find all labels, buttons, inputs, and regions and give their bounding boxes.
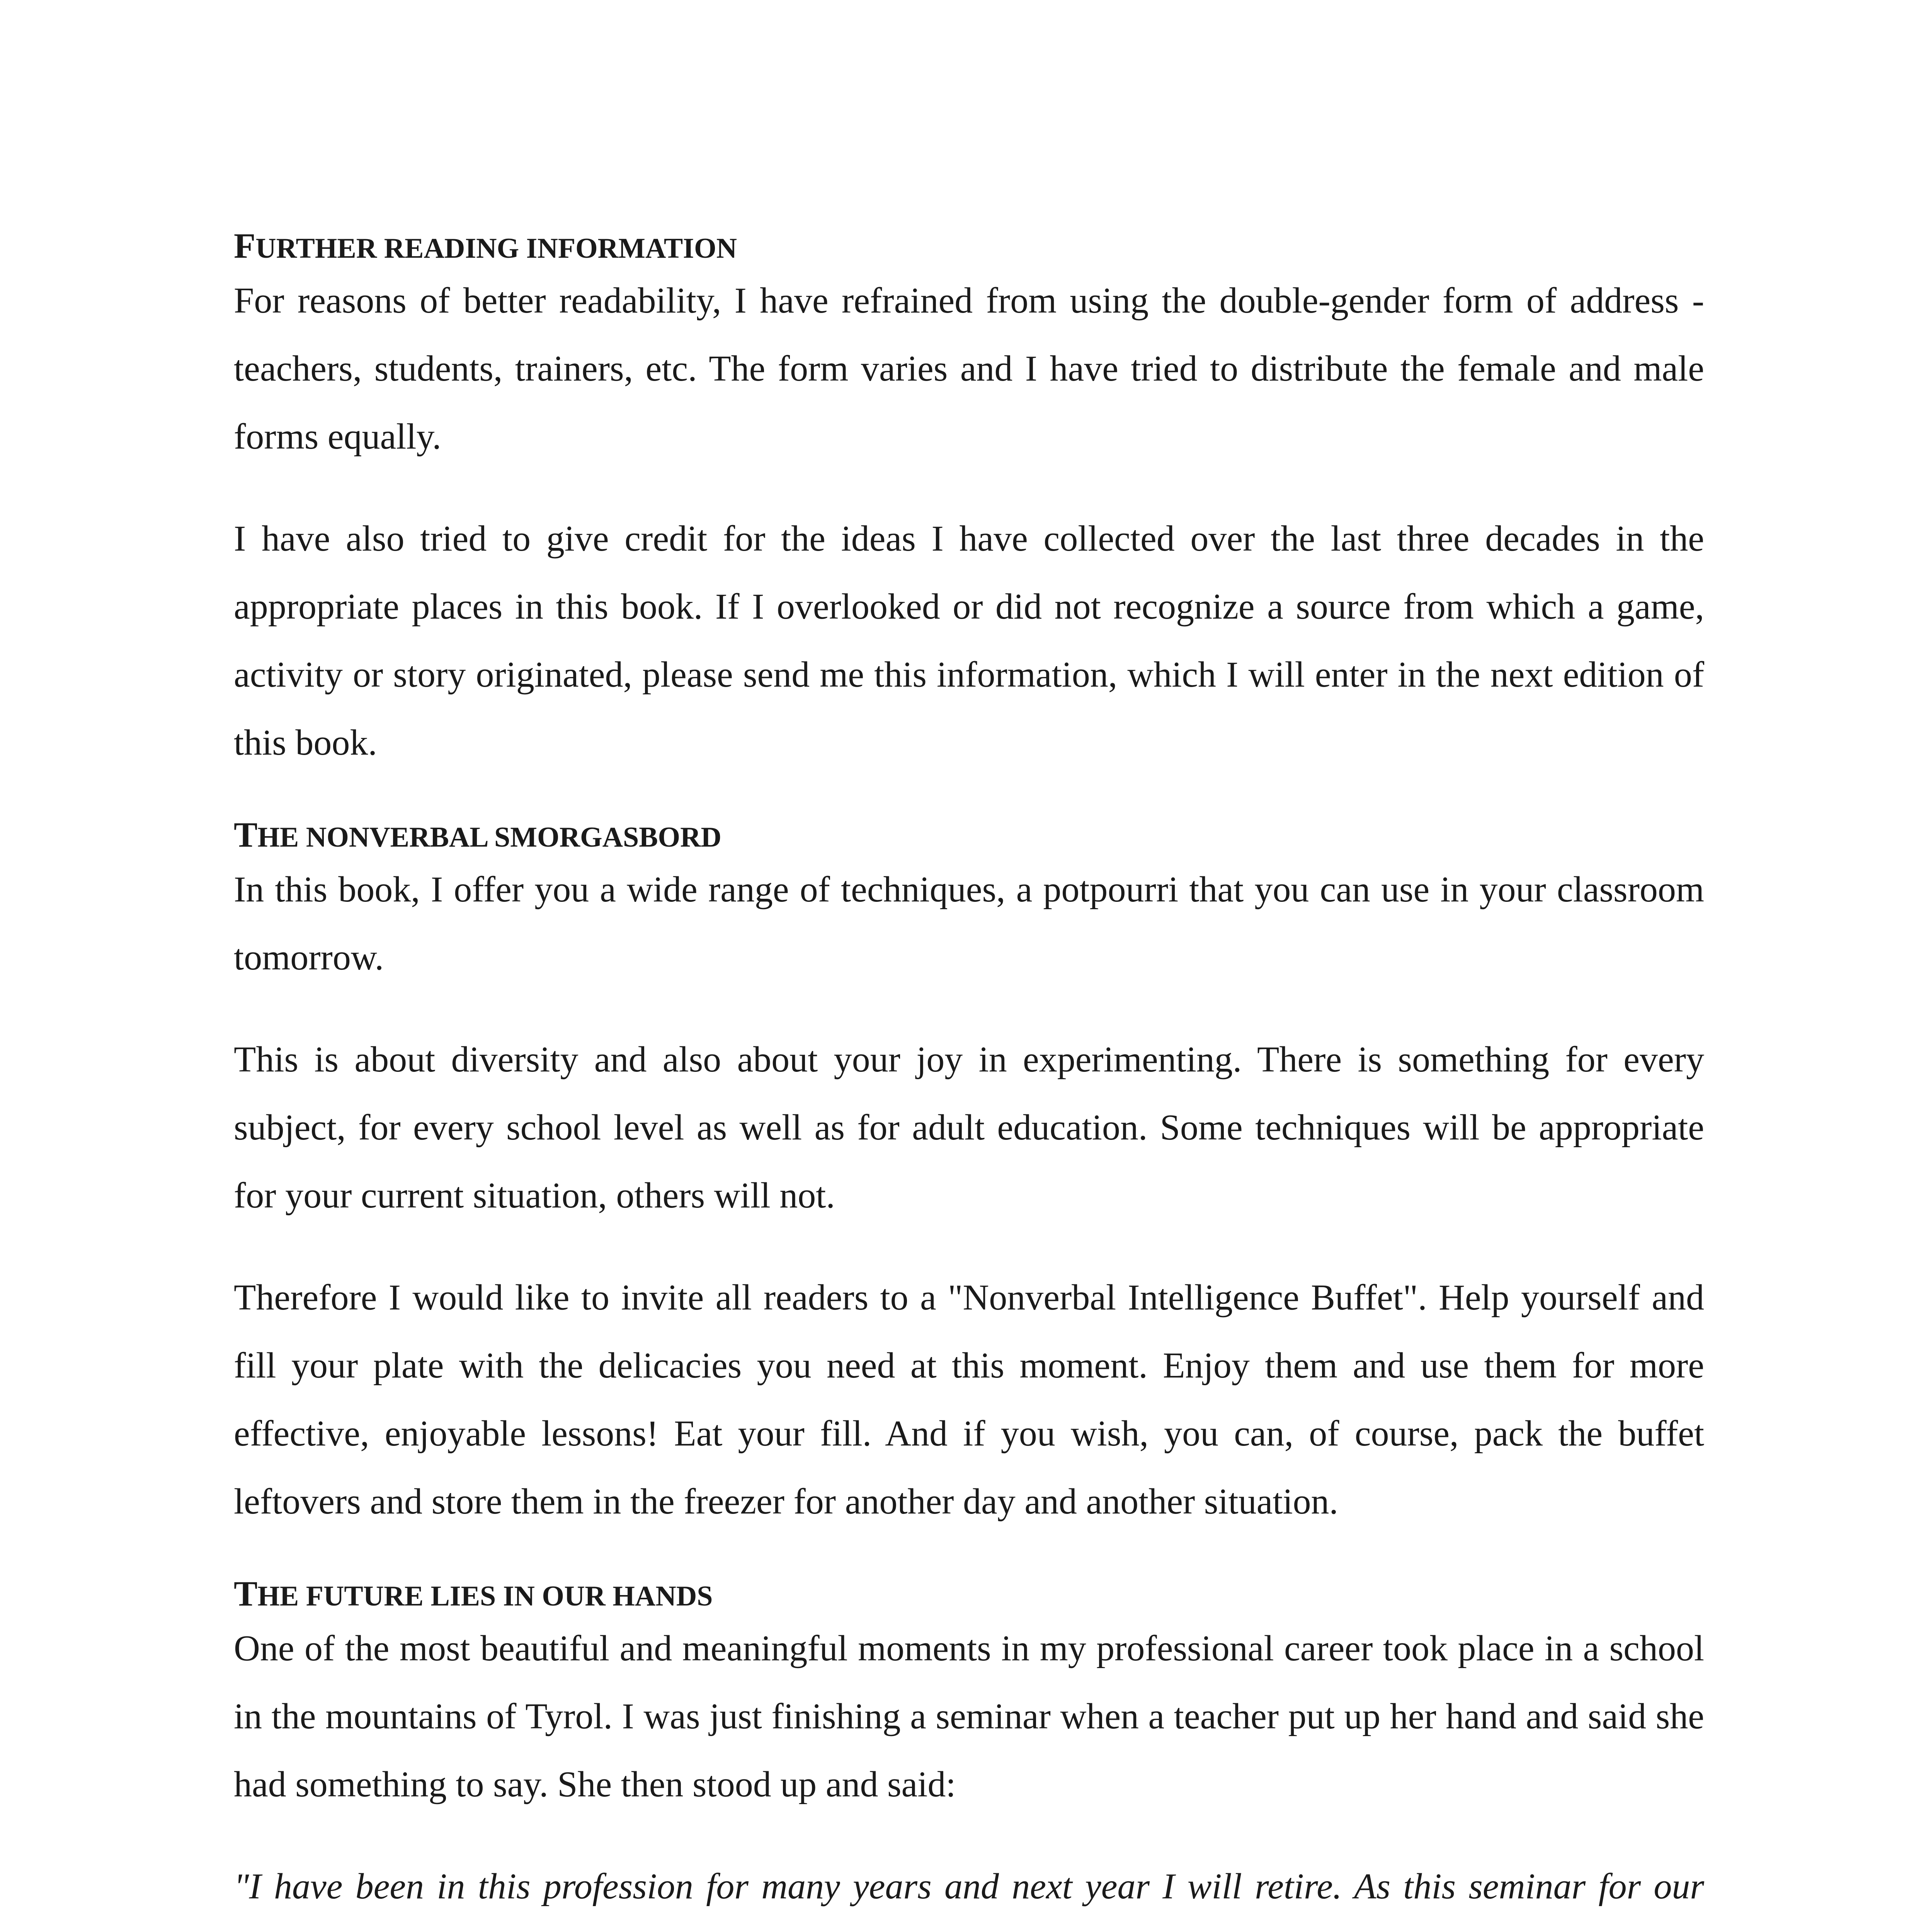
- section-heading-future-lies: [234, 1576, 1704, 1611]
- paragraph: This is about diversity and also about your joy in experimenting. There is something for every subject, for every school level as well as for adult education. Some techniques will be appropriate for your current situation, others will not.: [234, 1039, 1704, 1216]
- paragraph: One of the most beautiful and meaningful moments in my professional career took place in a school in the mountains of Tyrol. I was just finishing a seminar when a teacher put up her hand and said she had something to say. She then stood up and said:: [234, 1628, 1704, 1804]
- paragraph: In this book, I offer you a wide range of techniques, a potpourri that you can use in your classroom tomorrow.: [234, 869, 1704, 978]
- heading-rest: URTHER READING INFORMATION: [255, 233, 737, 264]
- heading-rest: HE NONVERBAL SMORGASBORD: [257, 821, 721, 853]
- heading-initial: F: [234, 226, 256, 265]
- paragraph: For reasons of better readability, I have refrained from using the double-gender form of address - teachers, students, trainers, etc. The form varies and I have tried to distribute the female and male forms equally.: [234, 281, 1704, 457]
- section-heading-nonverbal-smorgasbord: [234, 817, 1704, 852]
- heading-initial: T: [234, 1574, 258, 1613]
- quote-paragraph: "I have been in this profession for many years and next year I will retire. As this seminar for our: [234, 1866, 1704, 1906]
- heading-initial: T: [234, 815, 258, 854]
- section-heading-further-reading: [234, 228, 1704, 264]
- page-body: [234, 228, 1704, 1932]
- paragraph: I have also tried to give credit for the ideas I have collected over the last three decades in the appropriate places in this book. If I overlooked or did not recognize a source from which a game, activity or story originated, please send me this information, which I will enter in the next edition of this book.: [234, 519, 1704, 763]
- paragraph: Therefore I would like to invite all readers to a "Nonverbal Intelligence Buffet". Help yourself and fill your plate with the delicacies you need at this moment. Enjoy them and use them for more effective, enjoyable lessons! Eat your fill. And if you wish, you can, of course, pack the buffet leftovers and store them in the freezer for another day and another situation.: [234, 1277, 1704, 1522]
- heading-rest: HE FUTURE LIES IN OUR HANDS: [257, 1580, 713, 1612]
